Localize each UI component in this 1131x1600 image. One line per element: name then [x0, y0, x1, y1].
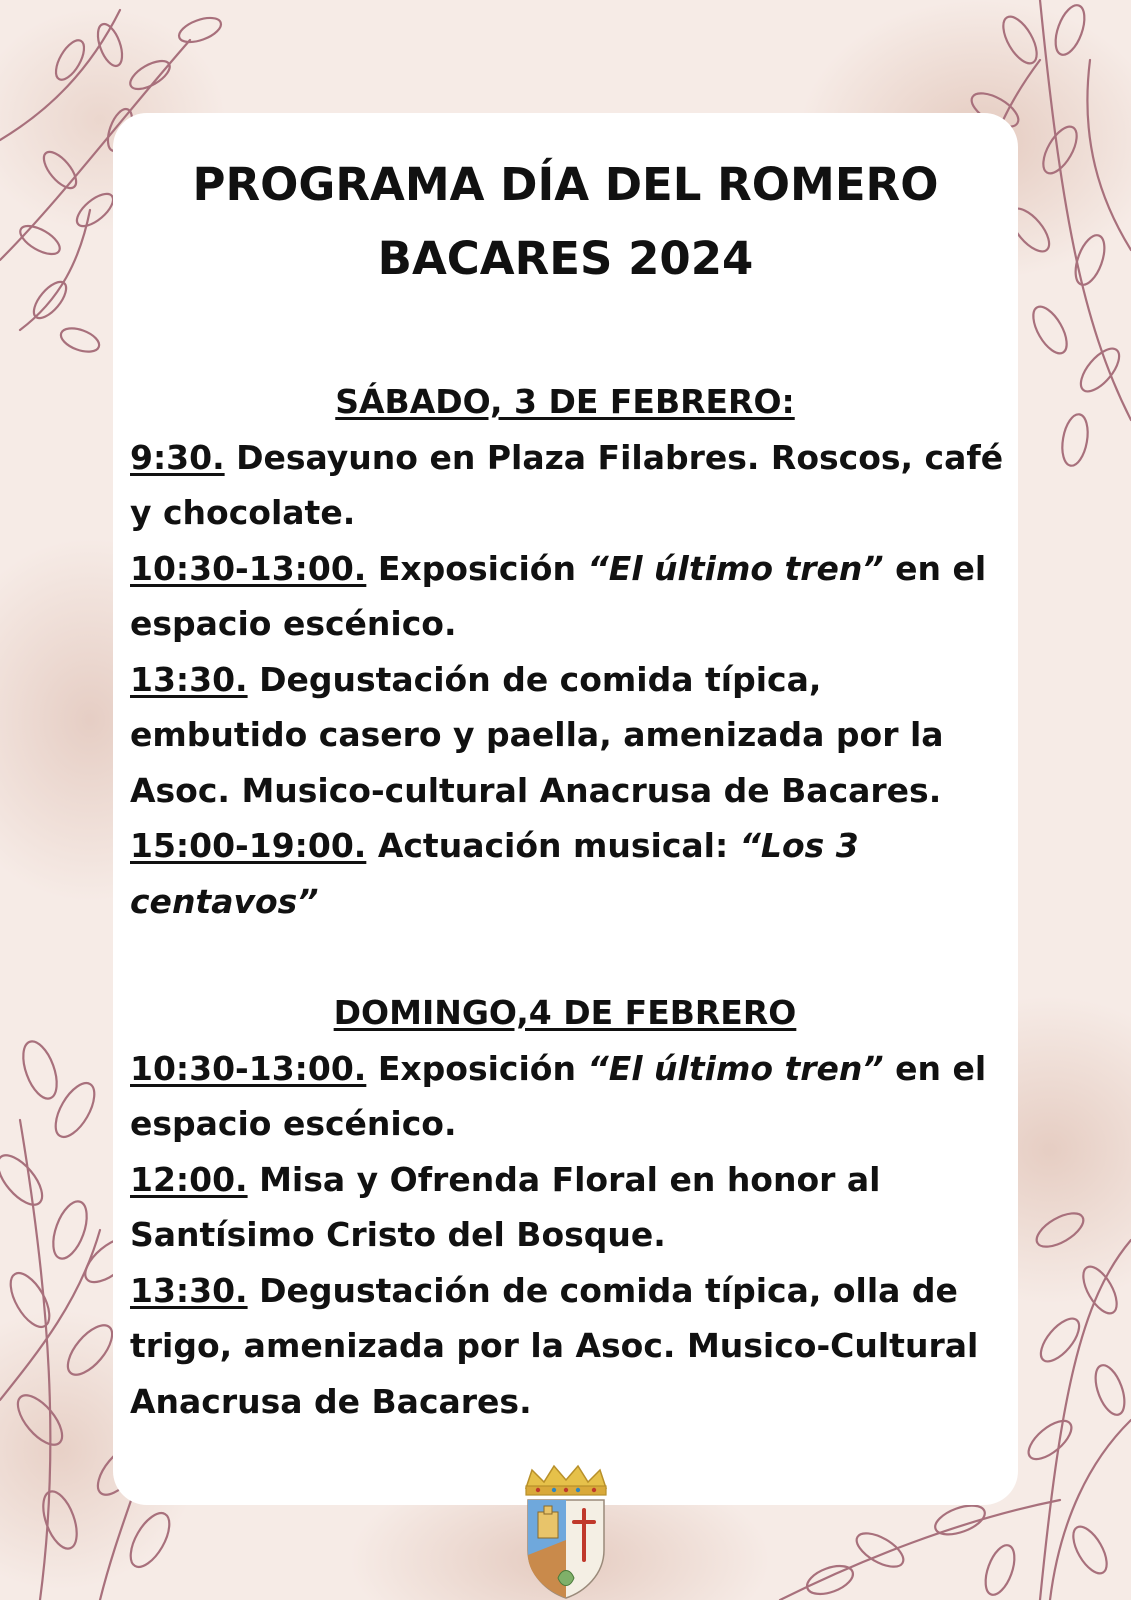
event-item — [130, 1152, 1010, 1263]
title-line-2: BACARES 2024 — [377, 232, 754, 285]
event-quote: “El último tren” — [587, 548, 884, 588]
event-text: Misa y Ofrenda Floral en honor al Santísimo Cristo del Bosque. — [130, 1159, 881, 1254]
title-line-1: PROGRAMA DÍA DEL ROMERO — [192, 158, 939, 211]
event-quote: “Los 3 centavos” — [130, 826, 859, 921]
event-text: Exposición — [377, 1048, 576, 1088]
event-time: 13:30. — [130, 1270, 248, 1310]
day-section-saturday — [130, 374, 1010, 929]
event-time: 12:00. — [130, 1159, 248, 1199]
event-time: 13:30. — [130, 659, 248, 699]
event-text: Desayuno en Plaza Filabres. Roscos, café y chocolate. — [130, 437, 1004, 532]
event-item — [130, 818, 1010, 929]
day-heading: SÁBADO, 3 DE FEBRERO: — [335, 382, 795, 421]
event-text: Degustación de comida típica, olla de trigo, amenizada por la Asoc. Musico-Cultural Anacrusa de Bacares. — [130, 1270, 979, 1421]
event-item — [130, 652, 1010, 819]
event-item — [130, 1263, 1010, 1430]
event-text: Actuación musical: — [377, 826, 729, 865]
event-text: Degustación de comida típica, embutido casero y paella, amenizada por la Asoc. Musico-cultural Anacrusa de Bacares. — [130, 659, 944, 810]
event-time: 10:30-13:00. — [130, 1048, 367, 1088]
event-time: 9:30. — [130, 437, 225, 477]
event-text: en el espacio escénico. — [130, 548, 987, 643]
event-text: Exposición — [377, 548, 576, 588]
day-heading: DOMINGO,4 DE FEBRERO — [333, 993, 797, 1032]
event-time: 15:00-19:00. — [130, 826, 367, 865]
event-time: 10:30-13:00. — [130, 548, 367, 588]
municipal-coat-of-arms-icon — [518, 1460, 614, 1600]
event-item — [130, 1041, 1010, 1152]
day-section-sunday — [130, 985, 1010, 1429]
event-item — [130, 541, 1010, 652]
event-quote: “El último tren” — [587, 1048, 884, 1088]
page-title — [113, 148, 1018, 296]
event-text: en el espacio escénico. — [130, 1048, 987, 1143]
event-item — [130, 430, 1010, 541]
